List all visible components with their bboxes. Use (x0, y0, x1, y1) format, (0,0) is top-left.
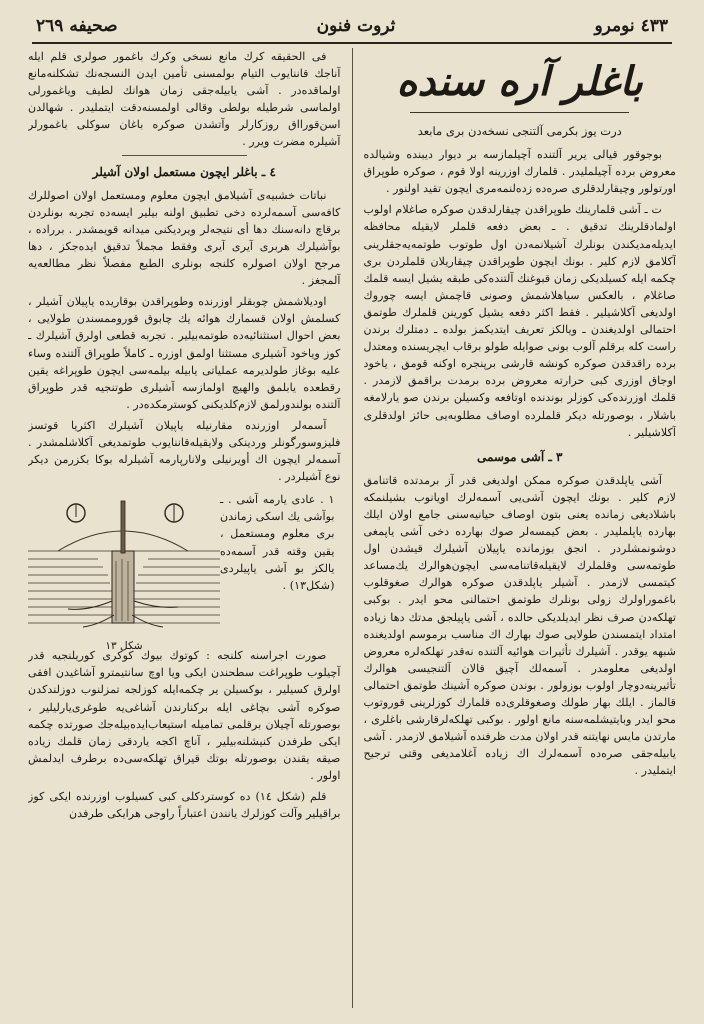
paragraph: فى الحقيقه كرك مانع نسخى وكرك باغمور صولرى قلم ايله آناجك قاننايوب التيام بولمسنى تأمين ايدن النسجه‌نك تشكلنه‌مانع اولماقده‌در . آشى يابيله‌جقى زمان هوانك لطيف وياغمورلى اولماسى شرطيله بولطى وقالى اولمسنه‌دقت ايتمليدر . شهالدن اسن‌قورااق روزكارلر وآتشدن صوكره باغان سوكلى باغمورلر آشيلره مضرت ويرر . (27, 50, 341, 149)
figure-caption: شكل ١٣ (105, 640, 143, 653)
figure-13 (28, 491, 220, 653)
title-rule (410, 112, 629, 113)
left-column (28, 48, 341, 1008)
text-columns (28, 48, 676, 1008)
article-subtitle: درت يوز بكرمى آلتنجى نسخه‌دن برى مابعد (417, 124, 622, 138)
grafting-illustration (28, 491, 220, 631)
article-title-block (363, 56, 676, 140)
paragraph: بوجوقور قيالى يرير آلتنده آچيلمازسه بر ديوار ديبنده وشيالده معروض برده آچيلمليدر . قلمارك اوزرينه اولا قوم ، صوكره طوپراق اورتولور وچيقارلدقلرى صره‌ده زده‌لنمه‌مرى ايچون تقيد اولنور . (363, 148, 676, 196)
paragraph: نباتات خشبيه‌ى آشيلامق ايچون معلوم ومستعمل اولان اصوللرك كافه‌سى آسمه‌لرده دخى تطبيق اولنه بيلير ايسه‌ده تجربه بونلردن برقاچ دانه‌سنك دها أى نتيجه‌لر ويرديكنى ميدانه قويمشدر . برراده ، بوآشيلرك هربرى آيرى آيرى وفقط مجملاً تدقيق ايده‌جكز ، دها مرجح اولان اصولره كلنجه بونلرى الطبع مفصلاً نظر مطالعه‌يه آلمجغز . (27, 188, 341, 288)
issue-number: ٤٣٣ نومرو (594, 16, 668, 36)
paragraph: اوديلاشمش چوبقلر اوزرنده وطوپراقدن بوقاريده ياپيلان آشيلر ، كسلمش اولان قسمارك هوائه يك چابوق قوروممسندن طولايى ، بعض احوال استثنائيه‌ده طوتمه‌بيلير . تجربه قطعى اولرق آشيلرك ـ كوز وياخود آشيلرى مستثنا اولمق اوزره ـ كاملاً طوپراق آلتنده وساء عليه بوغاز طولديرمه عملياتى يابيله بيلمه‌سى ايچون طوپراغه يقين رقطعده يابلمق والهيچ اولمازسه آشيلرى طوتنجيه قدر طوپراق آلتنده بولندورلمق لازم‌كلديكنى كوسترمكده‌در . (27, 295, 341, 411)
page-header (28, 14, 676, 42)
paragraph: ت ـ آشى قلمارينك طوپراقدن چيقارلدقدن صوكره صاغلام اولوب اولمادقلرينك تدقيق . ـ بعض دفعه قلملر لايقيله محافظه ايديله‌مديكندن بونلرك آشيلانمه‌دن اول طوتوب طوتمه‌يه‌جقلرينى آكلامق لازم كلير . بونك ايچون طوپراقدن چيقاريلان قلملردن برى چكمه ايله كسيلديكى زمان قبوغنك آلتنده‌كى طبقه يشيل ايسه قلمك صاغلام ، بالعكس سياهلاشمش وصونى قاچمش ايسه چوروك اولديغى آكلاشيلير . فقط اكثر دفعه يشيل كورينن قلملرك طوتمق احتمالى اولديغندن ـ ويالكز تعريف ايتديكمز بولده ـ دمتلرك برندن راست كله برقلم آلوب بونى صوايله طولو برقاب ايچريسنده ومعتدل برده راقدقدن صوكره كونشه قارشى برپنجره اوكنه قومق ، ياخود اوجاق اوزرى كبى حرارته معروض برده برمدت براقمق لازمدر . قلمك اوزرنده‌كى كوزلر بوندنده اوتافعه وكسيلن برندن صو يارلامغه باشلار ، بوصورتله ديكر قلملرده اوصاف مطلوبه‌يى حائز اولدقلرى آكلاشيلير . (363, 203, 676, 439)
section-heading: ٤ ـ باغلر ايچون مستعمل اولان آشيلر (92, 164, 276, 179)
right-column (363, 48, 676, 1008)
figure-side-text: ١ . عادى يارمه آشى . ـ بوآشى يك اسكى زماندن برى معلوم ومستعمل ، يقين وقته قدر آسمه‌ده يالكز بو آشى ياپيلردى (شكل١٣) . (219, 493, 335, 592)
section-rule (122, 155, 247, 156)
page-number: صحيفه ٢٦٩ (36, 16, 118, 36)
figure-row (28, 491, 341, 653)
paragraph: قلم (شكل ١٤) ده كوستردكلى كبى كسيلوب اوزرنده ايكى كوز براقيلير وآلت كوزلرك يانندن اعتباراً راوجى هرايكى طرفدن (27, 790, 341, 821)
paragraph: صورت اجراسنه كلنجه : كوتوك بيوك كوكرى كوريلنجيه قدر آچيلوب طوپراغت سطحندن ايكى ويا اوچ سانتيمترو آشاغيدن افقى اولرق كسيلير ، بوكسيلن ير چكمه‌ايله كوزلجه تمزلنوب دوزلندكدن صوكره آشى بچاغى ايله بركنارندن آشاغى‌يه طوغرى‌يارليلير ، بوصورتله آچيلان برقلمى تماميله استيعاب‌ايده‌بيله‌جك صورتده چكمه ايكى طرفدن كنيشلنه‌بيلير ، آناچ اكجه ياردقى زمان قلمك زياده صيقه يقندن بوصورتله بوتك قيراق تهلكه‌سى‌ده برطرف ايدلمش اولور . (27, 649, 341, 782)
header-rule (32, 42, 672, 44)
magazine-name: ثروت فنون (316, 16, 396, 36)
section-heading: ٣ ـ آشى موسمى (476, 449, 563, 464)
paragraph: آشى ياپلدقدن صوكره ممكن اولديغى قدر آز برمدتده قاتنامق لازم كلير . بونك ايچون آشى‌يى آسمه‌لرك اويانوب بشيلنمكه باشلاديغى زمانده يعنى بتون اوصاف حيانيه‌سنى جامع اولان ايلك بهارده ياپلمليدر . بعض كيمسه‌لر صوك بهارده دخى آشى ياپمغى دوشونمشلردر . انجق بوزمانده ياپيلان آشيلرك قيشدن اول طوتمه‌سى وقلملرك لايقيله‌قاتنامه‌سى ايچون‌هوالرك يك‌مساعد كيتمسى لازمدر . آشيلر ياپلدقدن صوكره هوالرك صغوقلوب باغموراولرك زولى بونلرك طوتمق احتمالنى محو ايدر . بوكبى تهلكه‌دن صرف نظر ايديلديكى حالده ، آشى ياپيلجق مدتك دها زياده امتداد ايتمسندن طولايى صوك بهارك اك مناسب برموسم اولديغنده شبهه يوقدر . آشيلرك تأثيرات هوائيه آلتنده نه‌قدر تهلكه‌لره معروض اولديغى معلومدر . آسمه‌لك آچيق قالان آلتنجيسى هوالرك تأثيرينه‌دوچار اولوب بوزولور . بوندن صوكره آشينك طوتمق احتمالى قالماز . ايلك بهار طولك وصغوقلرى‌ده قلمارك كوزلرينى قوروتوب محو ايدر وبايتيشلمه‌سنه مانع اولور . بوكبى تهلكه‌لرقارشى باغلرى ، مارتدن مايس نهايتنه قدر اولان مدت ظرفنده آشيلامق لازمدر . آشى يابيله‌جقى صره‌ده آسمه‌لرك اك زياده آغلامديغى وقتى ترجيح ايتمليدر . (363, 473, 676, 778)
column-divider (352, 48, 353, 1008)
paragraph: آسمه‌لر اوزرنده مقارنيله ياپيلان آشيلرك اكثريا قوتسز فليزوسورگونلر وردينكى ولايقيله‌قاننايوب طوتمديغى آكلاشلمشدر . آسمه‌لر ايچون اك أويرنيلى ولانارپارمه آشيلرله بوكا بكزرمن ديكر نوع آشيلردر . (27, 418, 341, 484)
article-title: باغلر آره سنده (396, 58, 643, 105)
